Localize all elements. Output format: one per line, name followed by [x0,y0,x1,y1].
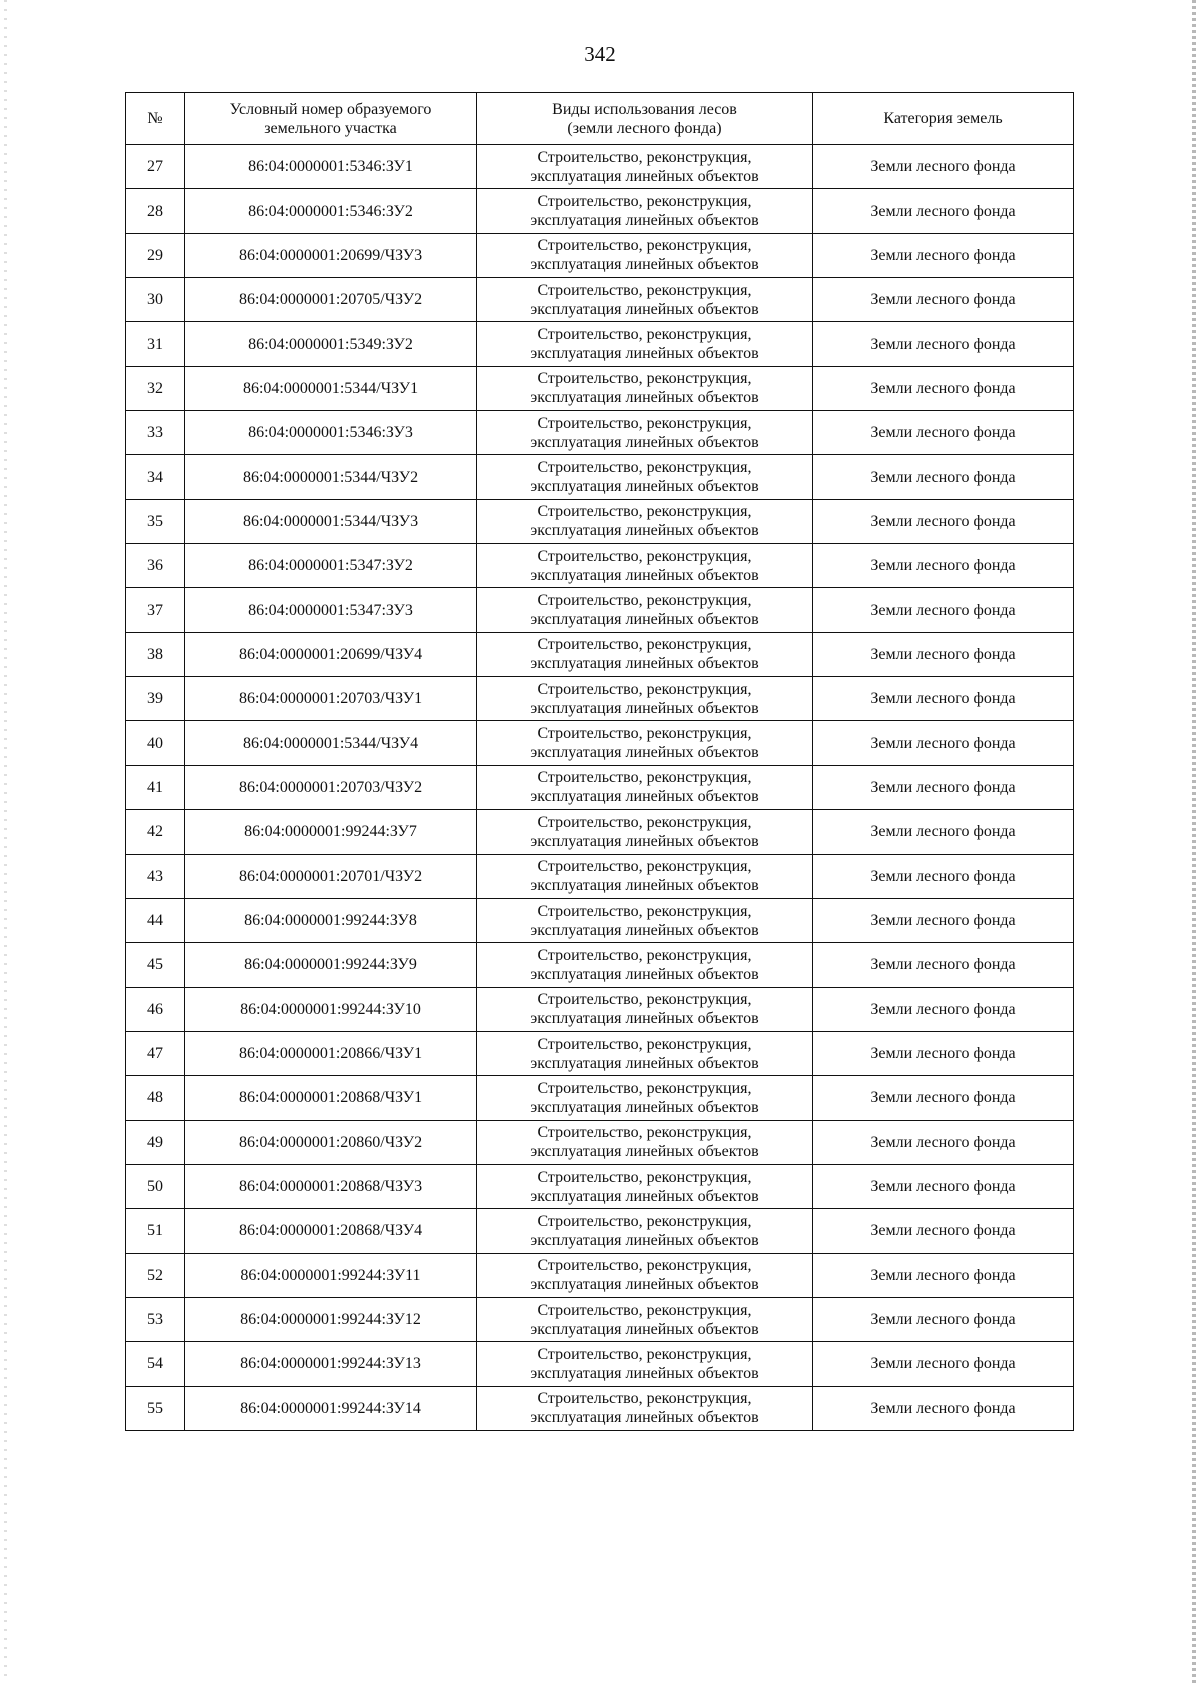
row-category: Земли лесного фонда [813,189,1074,233]
row-usage-line1: Строительство, реконструкция, [537,503,752,521]
table-row [126,588,1074,632]
row-usage [477,322,813,366]
row-num: 53 [126,1297,185,1341]
row-parcel-id: 86:04:0000001:99244:ЗУ12 [185,1297,477,1341]
row-parcel-id: 86:04:0000001:99244:ЗУ14 [185,1386,477,1430]
row-usage-line2: эксплуатация линейных объектов [530,1276,759,1294]
row-usage-line1: Строительство, реконструкция, [537,1301,752,1319]
row-usage-line1: Строительство, реконструкция, [537,1124,752,1142]
row-usage [477,1164,813,1208]
row-parcel-id: 86:04:0000001:5346:ЗУ2 [185,189,477,233]
header-parcel [185,93,477,145]
row-num: 43 [126,854,185,898]
row-usage [477,499,813,543]
header-usage-line1: Виды использования лесов [552,100,737,118]
row-num: 55 [126,1386,185,1430]
row-num: 40 [126,721,185,765]
row-usage-line1: Строительство, реконструкция, [537,237,752,255]
row-num: 34 [126,455,185,499]
row-num: 50 [126,1164,185,1208]
page-number: 342 [584,42,616,66]
table-row [126,455,1074,499]
table-row [126,145,1074,189]
row-num: 38 [126,632,185,676]
row-category: Земли лесного фонда [813,278,1074,322]
row-num: 37 [126,588,185,632]
row-category: Земли лесного фонда [813,1253,1074,1297]
table-header [126,93,1074,145]
row-usage-line2: эксплуатация линейных объектов [530,256,759,274]
row-parcel-id: 86:04:0000001:5344/ЧЗУ4 [185,721,477,765]
row-parcel-id: 86:04:0000001:20699/ЧЗУ3 [185,233,477,277]
row-num: 44 [126,898,185,942]
row-category: Земли лесного фонда [813,1076,1074,1120]
row-usage-line1: Строительство, реконструкция, [537,858,752,876]
table-row [126,322,1074,366]
row-category: Земли лесного фонда [813,1209,1074,1253]
row-usage [477,1386,813,1430]
row-category: Земли лесного фонда [813,943,1074,987]
row-category: Земли лесного фонда [813,810,1074,854]
row-usage-line1: Строительство, реконструкция, [537,725,752,743]
row-parcel-id: 86:04:0000001:5344/ЧЗУ1 [185,366,477,410]
scan-edge-right [1192,0,1196,1683]
row-parcel-id: 86:04:0000001:20868/ЧЗУ4 [185,1209,477,1253]
header-usage-line2: (земли лесного фонда) [567,119,722,137]
row-category: Земли лесного фонда [813,588,1074,632]
row-parcel-id: 86:04:0000001:5344/ЧЗУ3 [185,499,477,543]
table-row [126,189,1074,233]
row-usage-line2: эксплуатация линейных объектов [530,655,759,673]
row-usage-line1: Строительство, реконструкция, [537,680,752,698]
table-row [126,854,1074,898]
row-category: Земли лесного фонда [813,1031,1074,1075]
row-parcel-id: 86:04:0000001:20705/ЧЗУ2 [185,278,477,322]
row-parcel-id: 86:04:0000001:20868/ЧЗУ3 [185,1164,477,1208]
table-row [126,1076,1074,1120]
row-usage-line2: эксплуатация линейных объектов [530,1187,759,1205]
row-usage [477,1031,813,1075]
row-parcel-id: 86:04:0000001:99244:ЗУ9 [185,943,477,987]
row-usage-line2: эксплуатация линейных объектов [530,921,759,939]
row-usage-line1: Строительство, реконструкция, [537,946,752,964]
row-usage-line2: эксплуатация линейных объектов [530,744,759,762]
header-num: № [126,93,185,145]
header-parcel-line1: Условный номер образуемого [229,100,432,118]
row-num: 31 [126,322,185,366]
table-row [126,366,1074,410]
table-row [126,677,1074,721]
row-usage-line1: Строительство, реконструкция, [537,1345,752,1363]
row-usage-line1: Строительство, реконструкция, [537,636,752,654]
row-usage-line2: эксплуатация линейных объектов [530,1098,759,1116]
table-row [126,987,1074,1031]
row-parcel-id: 86:04:0000001:20703/ЧЗУ2 [185,765,477,809]
table-row [126,233,1074,277]
row-num: 46 [126,987,185,1031]
row-usage-line1: Строительство, реконструкция, [537,902,752,920]
row-usage [477,145,813,189]
row-num: 39 [126,677,185,721]
row-usage-line2: эксплуатация линейных объектов [530,300,759,318]
table-row [126,544,1074,588]
row-usage-line1: Строительство, реконструкция, [537,1390,752,1408]
row-usage-line2: эксплуатация линейных объектов [530,167,759,185]
row-num: 35 [126,499,185,543]
table-row [126,1253,1074,1297]
row-parcel-id: 86:04:0000001:5347:ЗУ2 [185,544,477,588]
row-category: Земли лесного фонда [813,632,1074,676]
row-usage-line1: Строительство, реконструкция, [537,1168,752,1186]
row-usage [477,588,813,632]
row-usage [477,632,813,676]
row-usage-line2: эксплуатация линейных объектов [530,1320,759,1338]
row-usage [477,1076,813,1120]
row-usage [477,411,813,455]
row-parcel-id: 86:04:0000001:5347:ЗУ3 [185,588,477,632]
row-usage-line1: Строительство, реконструкция, [537,193,752,211]
row-num: 32 [126,366,185,410]
row-usage-line1: Строительство, реконструкция, [537,1079,752,1097]
row-parcel-id: 86:04:0000001:5346:ЗУ3 [185,411,477,455]
row-parcel-id: 86:04:0000001:99244:ЗУ8 [185,898,477,942]
table-row [126,1120,1074,1164]
row-num: 48 [126,1076,185,1120]
row-usage [477,189,813,233]
row-num: 28 [126,189,185,233]
row-num: 45 [126,943,185,987]
row-usage-line1: Строительство, реконструкция, [537,148,752,166]
row-usage-line2: эксплуатация линейных объектов [530,611,759,629]
row-usage [477,455,813,499]
table-row [126,898,1074,942]
row-usage-line2: эксплуатация линейных объектов [530,1364,759,1382]
row-num: 42 [126,810,185,854]
header-category: Категория земель [813,93,1074,145]
row-usage [477,1120,813,1164]
row-usage-line2: эксплуатация линейных объектов [530,1231,759,1249]
table-row [126,1031,1074,1075]
table-body [126,145,1074,1431]
row-category: Земли лесного фонда [813,366,1074,410]
row-parcel-id: 86:04:0000001:99244:ЗУ7 [185,810,477,854]
row-num: 30 [126,278,185,322]
table-row [126,278,1074,322]
row-category: Земли лесного фонда [813,544,1074,588]
scan-edge-left [4,0,7,1683]
row-usage [477,898,813,942]
row-usage [477,943,813,987]
table-row [126,499,1074,543]
row-num: 51 [126,1209,185,1253]
row-usage [477,278,813,322]
row-parcel-id: 86:04:0000001:20866/ЧЗУ1 [185,1031,477,1075]
row-category: Земли лесного фонда [813,898,1074,942]
row-usage-line1: Строительство, реконструкция, [537,1035,752,1053]
row-usage [477,233,813,277]
row-parcel-id: 86:04:0000001:99244:ЗУ10 [185,987,477,1031]
row-usage-line1: Строительство, реконструкция, [537,769,752,787]
row-num: 47 [126,1031,185,1075]
row-category: Земли лесного фонда [813,1120,1074,1164]
row-category: Земли лесного фонда [813,1386,1074,1430]
row-parcel-id: 86:04:0000001:5346:ЗУ1 [185,145,477,189]
row-usage-line2: эксплуатация линейных объектов [530,212,759,230]
header-parcel-line2: земельного участка [264,119,397,137]
row-usage [477,721,813,765]
row-num: 41 [126,765,185,809]
table-row [126,810,1074,854]
row-parcel-id: 86:04:0000001:20699/ЧЗУ4 [185,632,477,676]
row-usage-line1: Строительство, реконструкция, [537,592,752,610]
row-usage-line2: эксплуатация линейных объектов [530,1054,759,1072]
row-category: Земли лесного фонда [813,145,1074,189]
table-row [126,765,1074,809]
row-num: 52 [126,1253,185,1297]
row-usage [477,1342,813,1386]
row-category: Земли лесного фонда [813,322,1074,366]
row-category: Земли лесного фонда [813,1297,1074,1341]
row-usage-line1: Строительство, реконструкция, [537,547,752,565]
row-usage [477,366,813,410]
table-row [126,411,1074,455]
row-usage-line2: эксплуатация линейных объектов [530,566,759,584]
row-category: Земли лесного фонда [813,411,1074,455]
row-usage [477,854,813,898]
row-usage-line2: эксплуатация линейных объектов [530,877,759,895]
row-usage-line1: Строительство, реконструкция, [537,813,752,831]
table-row [126,1342,1074,1386]
row-usage-line2: эксплуатация линейных объектов [530,965,759,983]
row-usage-line2: эксплуатация линейных объектов [530,433,759,451]
row-parcel-id: 86:04:0000001:20860/ЧЗУ2 [185,1120,477,1164]
table-row [126,943,1074,987]
table-row [126,632,1074,676]
row-usage-line2: эксплуатация линейных объектов [530,522,759,540]
header-row [126,93,1074,145]
row-parcel-id: 86:04:0000001:20703/ЧЗУ1 [185,677,477,721]
row-category: Земли лесного фонда [813,677,1074,721]
row-usage-line2: эксплуатация линейных объектов [530,1010,759,1028]
row-usage-line2: эксплуатация линейных объектов [530,345,759,363]
row-usage-line1: Строительство, реконструкция, [537,370,752,388]
row-usage-line1: Строительство, реконструкция, [537,326,752,344]
table-row [126,1297,1074,1341]
row-category: Земли лесного фонда [813,455,1074,499]
row-usage-line1: Строительство, реконструкция, [537,414,752,432]
row-usage-line2: эксплуатация линейных объектов [530,478,759,496]
row-category: Земли лесного фонда [813,499,1074,543]
row-usage-line2: эксплуатация линейных объектов [530,699,759,717]
row-usage [477,1253,813,1297]
row-parcel-id: 86:04:0000001:99244:ЗУ13 [185,1342,477,1386]
row-usage-line2: эксплуатация линейных объектов [530,832,759,850]
row-parcel-id: 86:04:0000001:20868/ЧЗУ1 [185,1076,477,1120]
row-num: 54 [126,1342,185,1386]
row-usage [477,1297,813,1341]
row-category: Земли лесного фонда [813,854,1074,898]
row-parcel-id: 86:04:0000001:99244:ЗУ11 [185,1253,477,1297]
row-usage [477,810,813,854]
row-usage [477,1209,813,1253]
row-usage-line2: эксплуатация линейных объектов [530,788,759,806]
parcel-table [125,92,1074,1431]
row-category: Земли лесного фонда [813,1342,1074,1386]
row-num: 27 [126,145,185,189]
row-usage [477,677,813,721]
row-num: 33 [126,411,185,455]
row-category: Земли лесного фонда [813,1164,1074,1208]
row-usage-line1: Строительство, реконструкция, [537,1212,752,1230]
row-usage [477,765,813,809]
row-usage-line2: эксплуатация линейных объектов [530,1409,759,1427]
row-num: 49 [126,1120,185,1164]
row-parcel-id: 86:04:0000001:5349:ЗУ2 [185,322,477,366]
row-category: Земли лесного фонда [813,987,1074,1031]
row-category: Земли лесного фонда [813,765,1074,809]
row-usage [477,987,813,1031]
table-row [126,1386,1074,1430]
table-row [126,1164,1074,1208]
row-num: 36 [126,544,185,588]
row-usage-line2: эксплуатация линейных объектов [530,389,759,407]
table-row [126,721,1074,765]
table-row [126,1209,1074,1253]
row-parcel-id: 86:04:0000001:20701/ЧЗУ2 [185,854,477,898]
header-usage [477,93,813,145]
row-usage-line1: Строительство, реконструкция, [537,1257,752,1275]
row-category: Земли лесного фонда [813,233,1074,277]
row-category: Земли лесного фонда [813,721,1074,765]
row-parcel-id: 86:04:0000001:5344/ЧЗУ2 [185,455,477,499]
row-usage-line1: Строительство, реконструкция, [537,459,752,477]
row-usage-line1: Строительство, реконструкция, [537,991,752,1009]
row-usage-line1: Строительство, реконструкция, [537,281,752,299]
row-usage [477,544,813,588]
row-num: 29 [126,233,185,277]
row-usage-line2: эксплуатация линейных объектов [530,1143,759,1161]
